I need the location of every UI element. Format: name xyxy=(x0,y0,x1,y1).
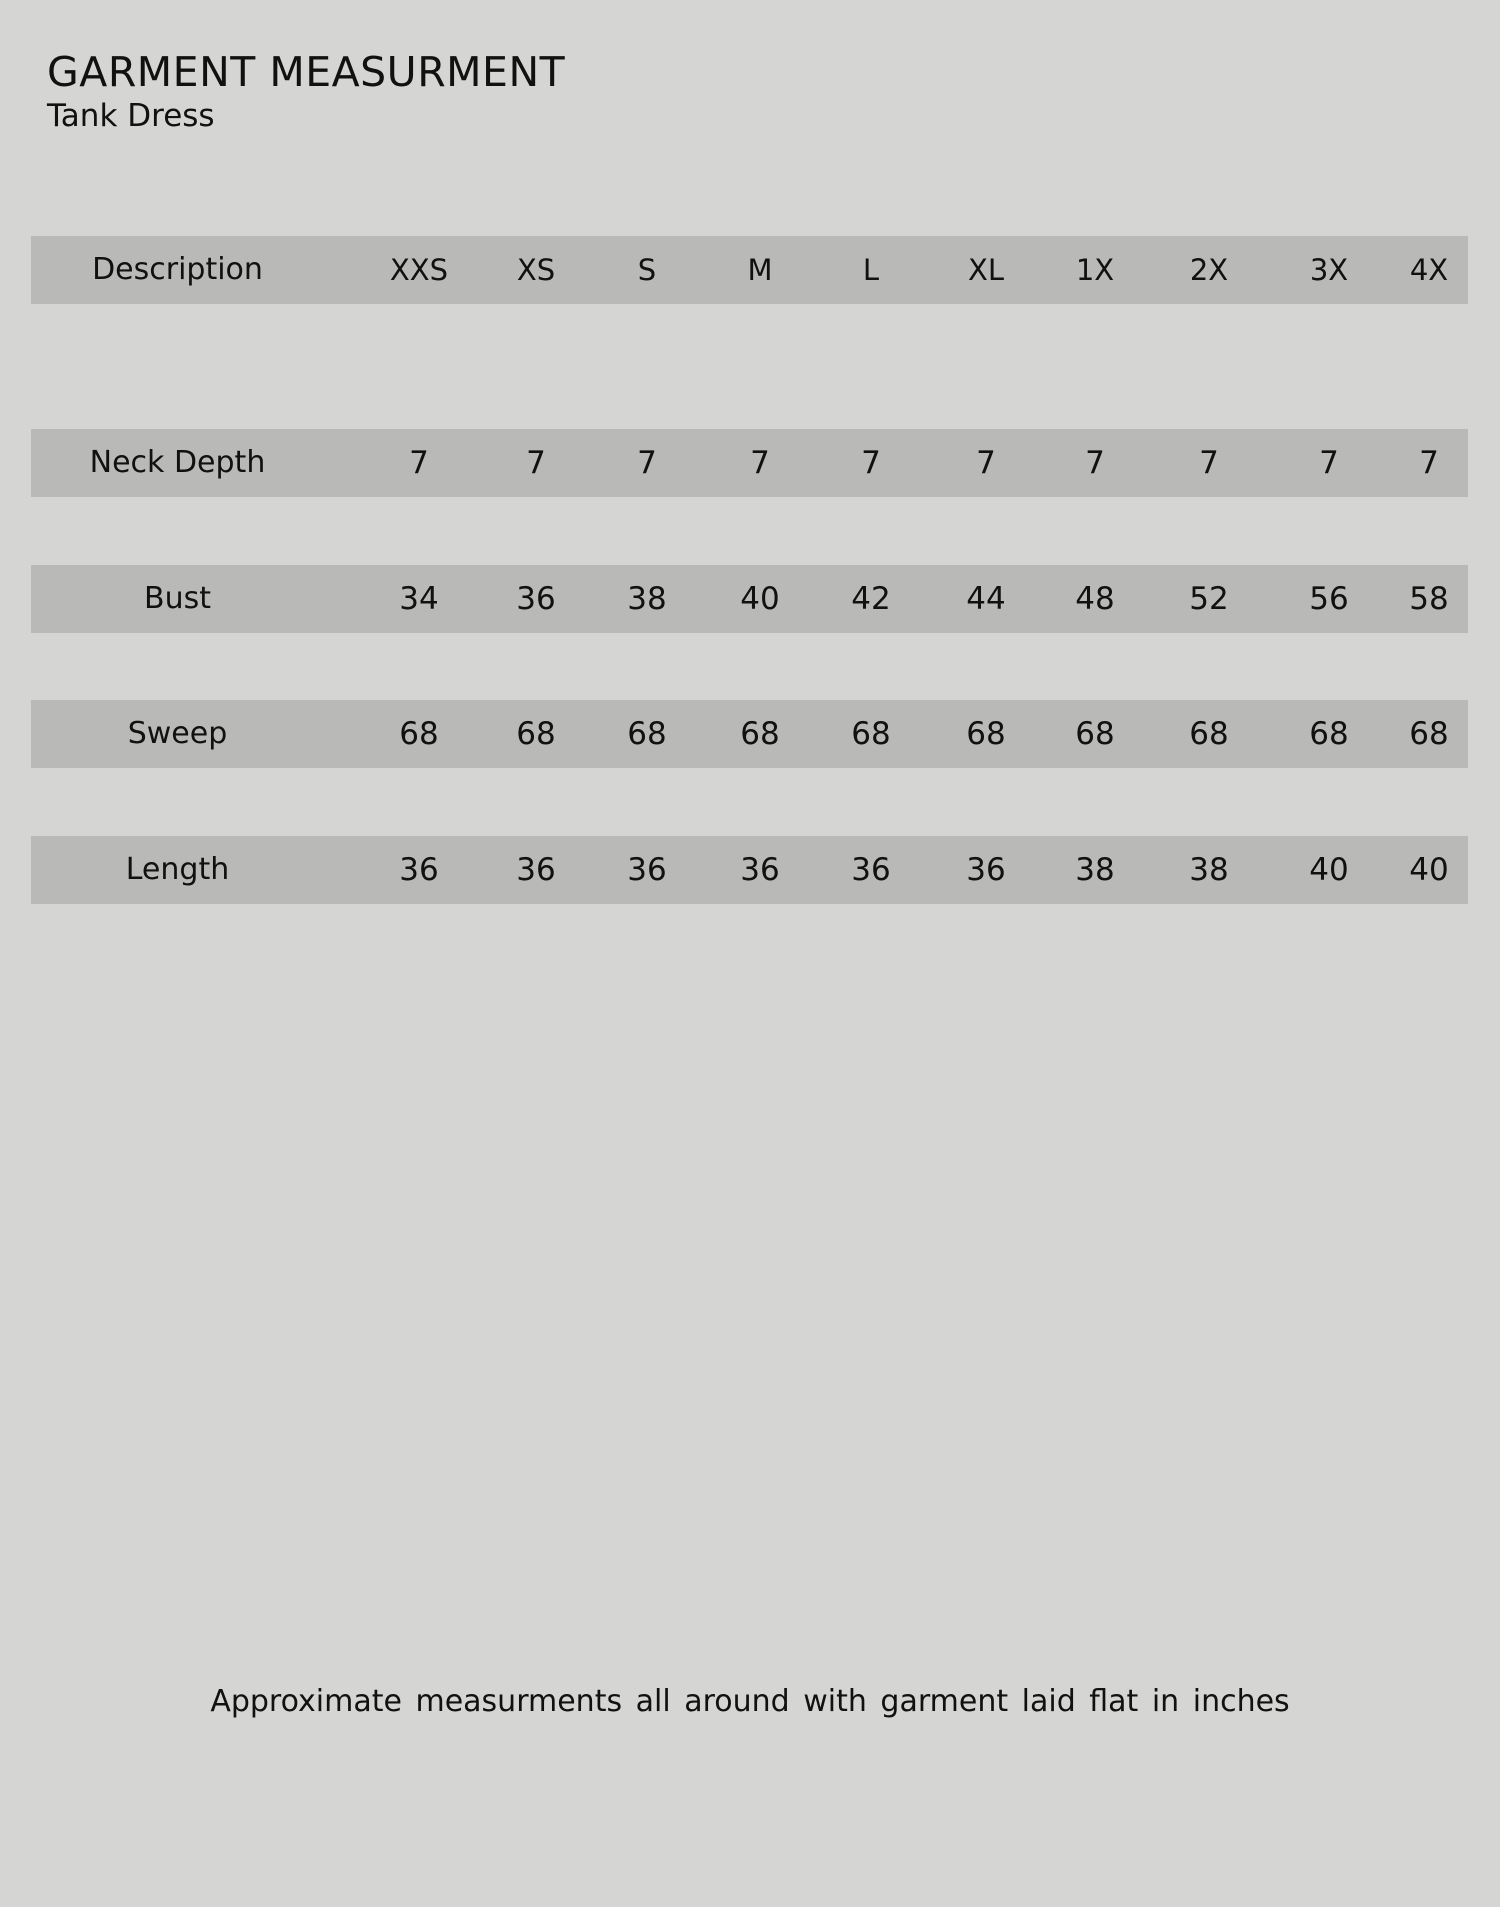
table-cell: 68 xyxy=(516,716,556,752)
table-cell: 36 xyxy=(516,852,556,888)
table-cell: 48 xyxy=(1075,581,1115,617)
table-cell: 40 xyxy=(740,581,780,617)
table-cell: 36 xyxy=(740,852,780,888)
row-label-sweep: Sweep xyxy=(127,716,228,751)
table-cell: 68 xyxy=(1309,716,1349,752)
table-cell: 52 xyxy=(1189,581,1229,617)
table-header-row xyxy=(31,236,1468,304)
measurement-footnote: Approximate measurments all around with garment laid flat in inches xyxy=(210,1684,1290,1719)
table-cell: 68 xyxy=(1409,716,1449,752)
table-cell: 36 xyxy=(399,852,439,888)
column-header-4x: 4X xyxy=(1409,253,1449,287)
table-cell: 38 xyxy=(627,581,667,617)
table-cell: 58 xyxy=(1409,581,1449,617)
column-header-3x: 3X xyxy=(1309,253,1349,287)
row-label-length: Length xyxy=(125,852,230,887)
table-cell: 7 xyxy=(1199,445,1219,481)
table-cell: 40 xyxy=(1409,852,1449,888)
column-header-2x: 2X xyxy=(1189,253,1229,287)
table-cell: 68 xyxy=(1189,716,1229,752)
table-cell: 7 xyxy=(1419,445,1439,481)
table-cell: 7 xyxy=(526,445,546,481)
table-cell: 44 xyxy=(966,581,1006,617)
table-cell: 34 xyxy=(399,581,439,617)
column-header-l: L xyxy=(862,253,880,287)
table-cell: 7 xyxy=(1319,445,1339,481)
table-cell: 36 xyxy=(516,581,556,617)
column-header-1x: 1X xyxy=(1075,253,1115,287)
table-cell: 36 xyxy=(966,852,1006,888)
table-cell: 68 xyxy=(1075,716,1115,752)
column-header-xl: XL xyxy=(967,253,1005,287)
page-title: GARMENT MEASURMENT xyxy=(47,48,566,96)
table-cell: 68 xyxy=(966,716,1006,752)
table-cell: 7 xyxy=(750,445,770,481)
table-cell: 56 xyxy=(1309,581,1349,617)
table-cell: 42 xyxy=(851,581,891,617)
column-header-xs: XS xyxy=(516,253,556,287)
table-cell: 7 xyxy=(861,445,881,481)
table-row xyxy=(31,565,1468,633)
table-cell: 38 xyxy=(1075,852,1115,888)
table-cell: 7 xyxy=(409,445,429,481)
row-label-neck-depth: Neck Depth xyxy=(89,445,266,480)
column-header-description: Description xyxy=(92,252,263,287)
table-cell: 38 xyxy=(1189,852,1229,888)
table-cell: 40 xyxy=(1309,852,1349,888)
table-cell: 68 xyxy=(740,716,780,752)
row-label-bust: Bust xyxy=(144,581,211,616)
table-cell: 68 xyxy=(627,716,667,752)
table-cell: 68 xyxy=(399,716,439,752)
table-cell: 7 xyxy=(1085,445,1105,481)
column-header-xxs: XXS xyxy=(389,253,449,287)
table-cell: 68 xyxy=(851,716,891,752)
column-header-m: M xyxy=(747,253,773,287)
table-cell: 36 xyxy=(627,852,667,888)
page-subtitle: Tank Dress xyxy=(47,98,215,134)
column-header-s: S xyxy=(637,253,657,287)
table-row xyxy=(31,836,1468,904)
table-cell: 7 xyxy=(976,445,996,481)
table-row xyxy=(31,700,1468,768)
table-cell: 7 xyxy=(637,445,657,481)
table-row xyxy=(31,429,1468,497)
table-cell: 36 xyxy=(851,852,891,888)
